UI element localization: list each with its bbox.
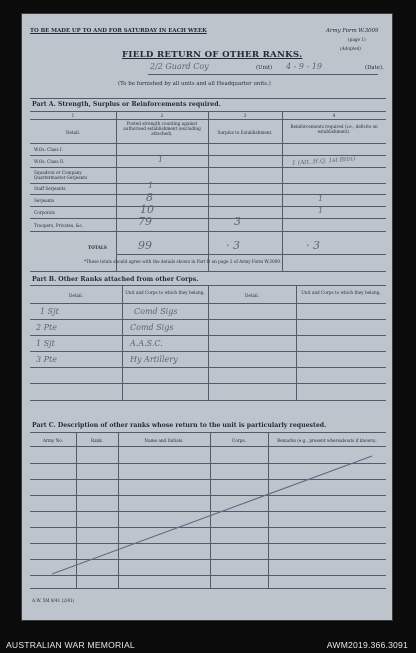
- attached-unit: Comd Sigs: [134, 307, 178, 316]
- posted-value: 8: [146, 191, 153, 204]
- attached-detail: 1 Sjt: [36, 339, 55, 348]
- col-header-reinf: Reinforcements required (i.e., deficits on establishment).: [290, 124, 378, 134]
- posted-value: 1: [148, 181, 154, 190]
- posted-value: 79: [138, 215, 152, 228]
- strike-through-line: [22, 14, 392, 620]
- col-header-surplus: Surplus to Establishment.: [217, 130, 273, 135]
- posted-value: 10: [140, 203, 154, 216]
- part-a-title: Part A. Strength, Surplus or Reinforcements required.: [32, 101, 221, 108]
- surplus-value: 3: [234, 215, 241, 228]
- posted-value: 1: [158, 155, 164, 164]
- attached-detail: 3 Pte: [36, 355, 57, 364]
- col-header: Remarks (e.g., present whereabouts if known).: [277, 438, 377, 443]
- adopted-note: (Adopted): [340, 46, 362, 51]
- date-value: 4 - 9 - 19: [286, 62, 322, 71]
- attached-unit: Comd Sigs: [130, 323, 174, 332]
- footer-right: AWM2019.366.3091: [326, 640, 408, 650]
- attached-unit: A.A.S.C.: [130, 339, 163, 348]
- form-title: FIELD RETURN OF OTHER RANKS.: [122, 50, 303, 60]
- row-label: Squadron or Company Quartermaster-Serjeants: [34, 170, 88, 180]
- col-header: Name and Initials.: [144, 438, 184, 443]
- col-header: Army No.: [42, 438, 64, 443]
- row-label: W.Os. Class II.: [34, 159, 65, 164]
- col-number: 2: [160, 113, 164, 118]
- col-header: Detail.: [68, 293, 84, 298]
- totals-label: TOTALS: [88, 245, 107, 250]
- unit-label: (Unit): [256, 65, 273, 71]
- date-label: (Date).: [365, 65, 384, 71]
- col-header: Corps.: [232, 438, 246, 443]
- unit-value: 2/2 Guard Coy: [150, 62, 209, 71]
- col-header: Unit and Corps to which they belong.: [301, 290, 381, 295]
- form-number: Army Form W.3009: [326, 28, 379, 34]
- reinf-value: 1 (Att. H.Q. 1st Bttn): [291, 155, 356, 167]
- totals-surplus: · 3: [226, 239, 240, 252]
- reinf-value: 1: [318, 206, 324, 215]
- instruction-text: TO BE MADE UP TO AND FOR SATURDAY IN EACH WEEK: [30, 28, 207, 34]
- page-number: (page 1): [348, 37, 366, 42]
- footer-left: AUSTRALIAN WAR MEMORIAL: [6, 640, 135, 650]
- col-header: Rank.: [90, 438, 104, 443]
- part-c-title: Part C. Description of other ranks whose return to the unit is particularly requested.: [32, 422, 327, 429]
- totals-posted: 99: [138, 239, 152, 252]
- attached-unit: Hy Artillery: [130, 355, 178, 364]
- reinf-value: 1: [318, 194, 324, 203]
- form-sheet: [22, 14, 392, 620]
- printer-mark: A.W. 5M 8/41 (2/41): [32, 598, 75, 603]
- col-header-detail: Detail.: [65, 130, 81, 135]
- attached-detail: 1 Sjt: [40, 307, 59, 316]
- attached-detail: 2 Pte: [36, 323, 57, 332]
- col-header: Detail.: [244, 293, 260, 298]
- totals-note: *These totals should agree with the details shown in Part D on page 2 of Army Form W.3009.: [84, 259, 282, 264]
- col-number: 1: [71, 113, 75, 118]
- col-number: 4: [332, 113, 336, 118]
- row-label: Corporals: [34, 210, 55, 215]
- part-b-title: Part B. Other Ranks attached from other Corps.: [32, 276, 199, 283]
- totals-reinf: · 3: [306, 239, 320, 252]
- col-header-posted: Posted strength counting against authorised establishment (excluding attached).: [123, 121, 201, 136]
- row-label: Staff Serjeants: [34, 186, 66, 191]
- col-number: 3: [243, 113, 247, 118]
- row-label: Serjeants: [34, 198, 55, 203]
- row-label: W.Os. Class I.: [34, 147, 63, 152]
- col-header: Unit and Corps to which they belong.: [125, 290, 205, 295]
- row-label: Troopers, Privates, &c.: [34, 223, 84, 228]
- furnish-note: (To be furnished by all units and all Headquarter units.): [118, 81, 271, 87]
